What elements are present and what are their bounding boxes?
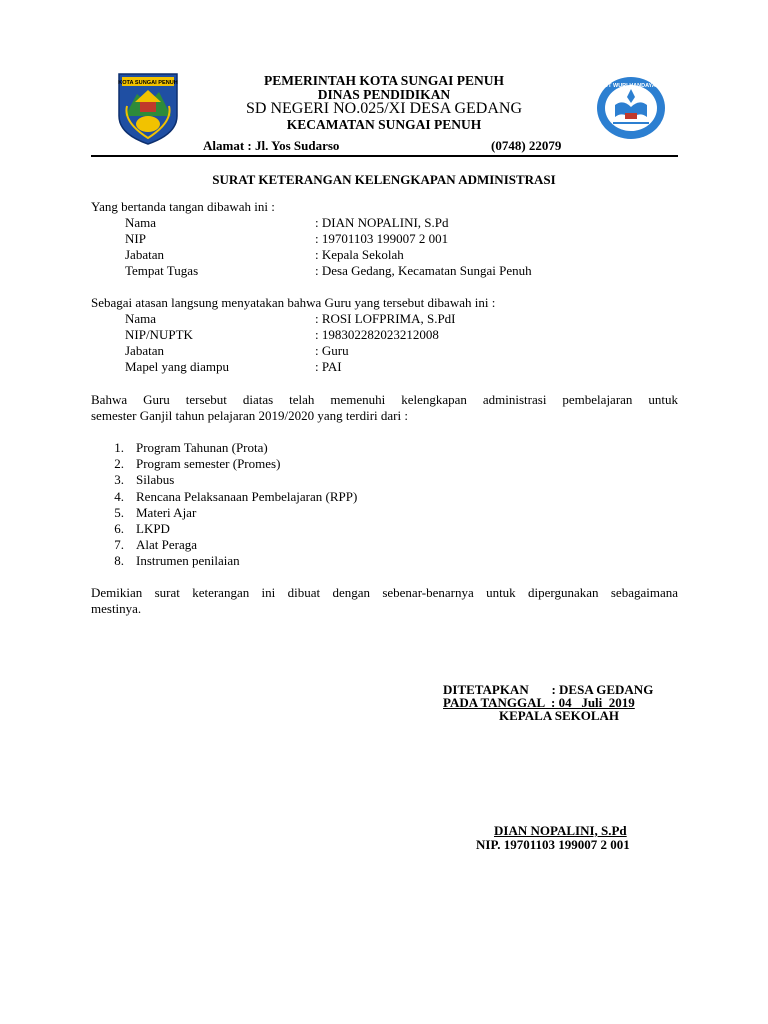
letterhead-district: KECAMATAN SUNGAI PENUH [286, 117, 482, 132]
field-value: : DIAN NOPALINI, S.Pd [315, 215, 449, 230]
list-number: 1. [114, 440, 124, 455]
letterhead-phone: (0748) 22079 [491, 138, 562, 153]
signature-nip: NIP. 19701103 199007 2 001 [476, 837, 630, 852]
letterhead-address: Alamat : Jl. Yos Sudarso [203, 138, 340, 153]
field-value: : 19701103 199007 2 001 [315, 231, 449, 246]
field-value: : Kepala Sekolah [315, 247, 404, 262]
statement-paragraph [91, 392, 678, 424]
list-text: Program semester (Promes) [136, 456, 281, 472]
letterhead-divider [91, 155, 678, 157]
field-label: Jabatan [125, 343, 164, 358]
list-number: 2. [114, 456, 124, 472]
field-label: Nama [125, 215, 157, 230]
list-number: 7. [114, 537, 124, 553]
closing-paragraph [91, 585, 678, 617]
svg-text:TUT WURI HANDAYANI: TUT WURI HANDAYANI [600, 83, 662, 89]
list-number: 5. [114, 504, 124, 520]
signer-intro: Yang bertanda tangan dibawah ini : [91, 199, 275, 214]
list-text: Instrumen penilaian [136, 553, 240, 569]
list-text: Silabus [136, 472, 175, 488]
teacher-intro: Sebagai atasan langsung menyatakan bahwa Guru yang tersebut dibawah ini : [91, 295, 496, 310]
letterhead-department: DINAS PENDIDIKAN [317, 87, 451, 102]
statement-line: semester Ganjil tahun pelajaran 2019/2020 yang terdiri dari : [91, 408, 408, 423]
field-label: NIP [125, 231, 146, 246]
field-value: : PAI [315, 359, 342, 374]
signature-date: PADA TANGGAL : 04 Juli 2019 [443, 695, 635, 710]
field-value: : ROSI LOFPRIMA, S.PdI [315, 311, 456, 326]
document-title: SURAT KETERANGAN KELENGKAPAN ADMINISTRASI [212, 172, 556, 187]
field-label: NIP/NUPTK [125, 327, 193, 342]
field-value: : 198302282023212008 [315, 327, 439, 342]
signature-name: DIAN NOPALINI, S.Pd [494, 823, 627, 838]
list-text: Materi Ajar [136, 504, 197, 520]
list-text: Program Tahunan (Prota) [136, 440, 268, 455]
list-text: Alat Peraga [136, 537, 198, 553]
field-value: : Desa Gedang, Kecamatan Sungai Penuh [315, 263, 532, 278]
field-label: Tempat Tugas [125, 263, 199, 278]
letterhead-school-name: SD NEGERI NO.025/XI DESA GEDANG [246, 100, 522, 117]
list-number: 8. [114, 553, 124, 569]
signature-ditetapkan: DITETAPKAN : DESA GEDANG [443, 682, 654, 697]
list-number: 4. [114, 488, 124, 504]
closing-line: Demikian surat keterangan ini dibuat dengan sebenar-benarnya untuk dipergunakan sebagaimana [91, 585, 678, 600]
statement-line: Bahwa Guru tersebut diatas telah memenuhi kelengkapan administrasi pembelajaran untuk [91, 392, 678, 407]
document-list [112, 440, 512, 572]
list-text: LKPD [136, 521, 170, 536]
list-number: 3. [114, 472, 124, 488]
field-label: Jabatan [125, 247, 164, 262]
field-value: : Guru [315, 343, 349, 358]
letterhead-government: PEMERINTAH KOTA SUNGAI PENUH [264, 73, 504, 88]
signature-position: KEPALA SEKOLAH [499, 708, 620, 723]
list-number: 6. [114, 521, 124, 536]
list-text: Rencana Pelaksanaan Pembelajaran (RPP) [136, 488, 358, 504]
svg-text:KOTA SUNGAI PENUH: KOTA SUNGAI PENUH [118, 80, 178, 86]
closing-line: mestinya. [91, 601, 142, 616]
field-label: Nama [125, 311, 157, 326]
field-label: Mapel yang diampu [125, 359, 229, 374]
